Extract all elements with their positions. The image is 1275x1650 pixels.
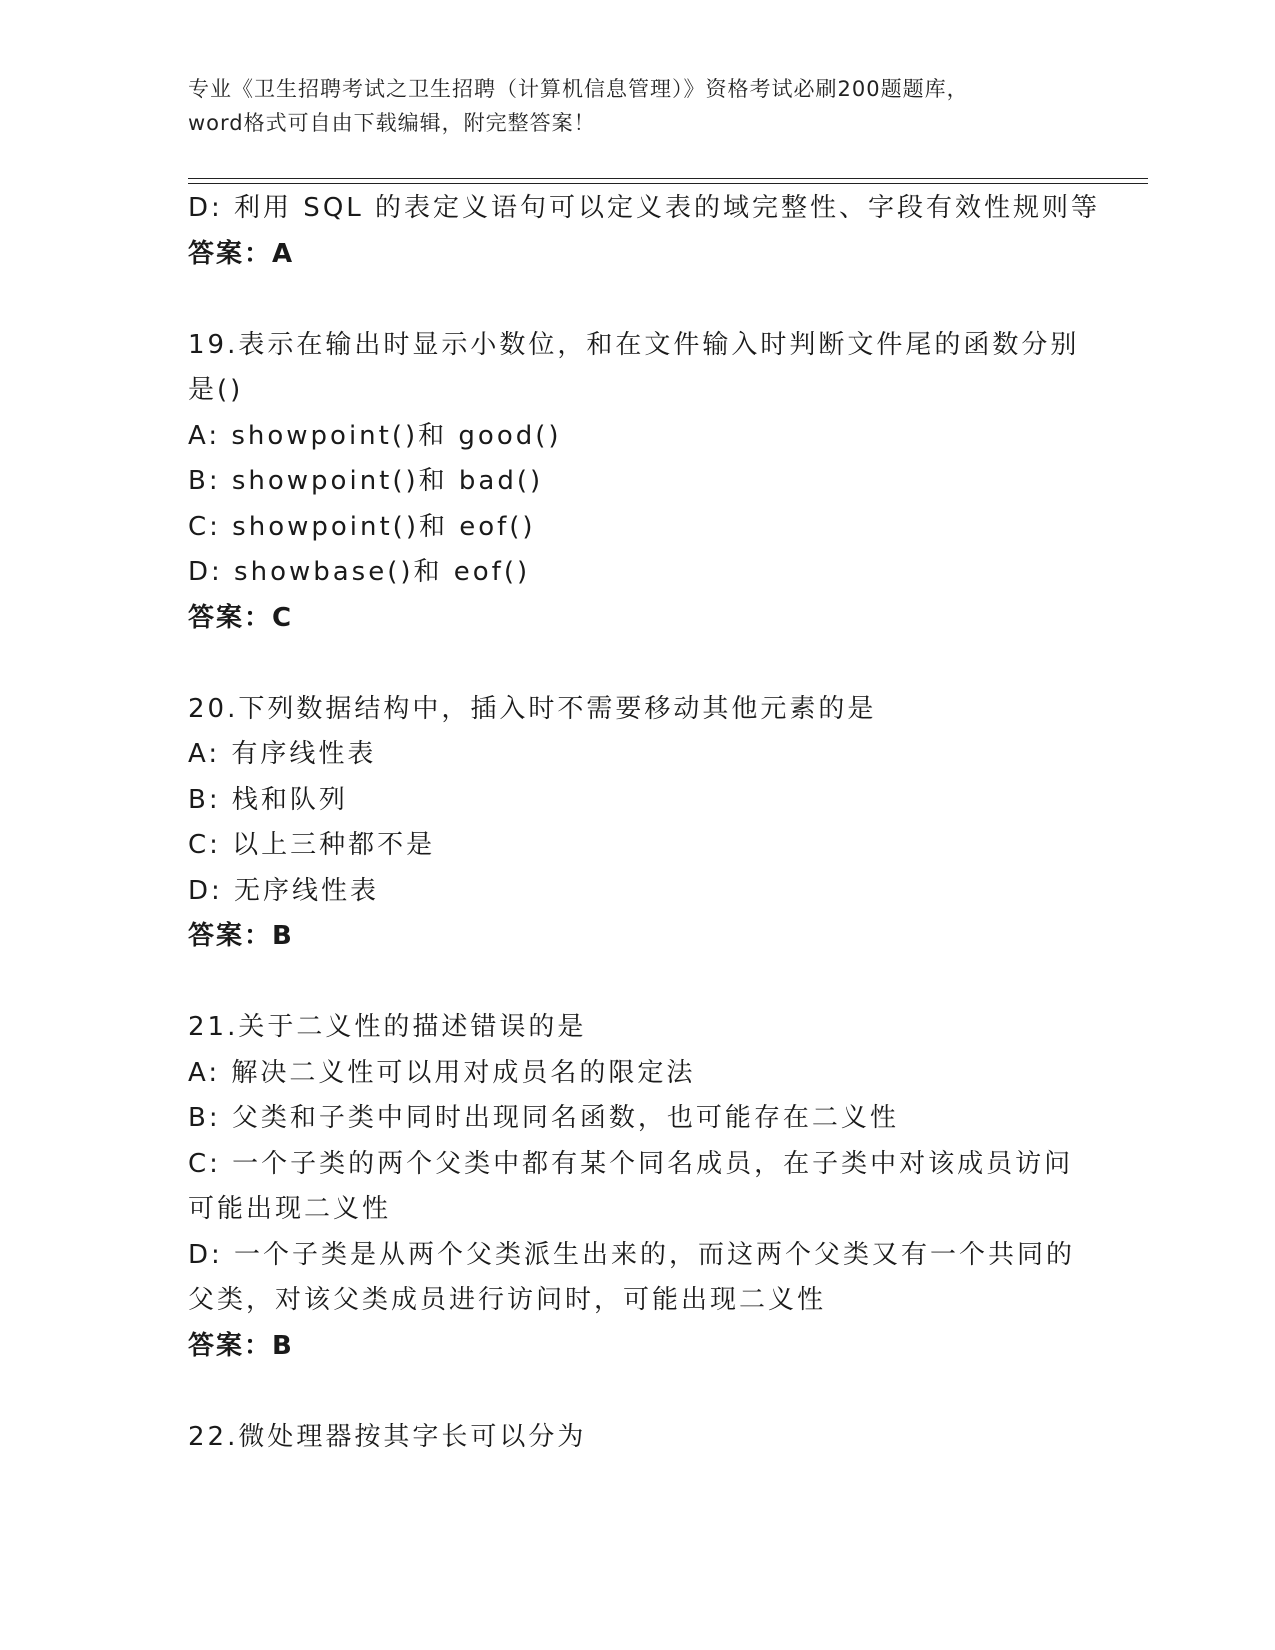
question-20-option-a: A: 有序线性表 xyxy=(188,739,377,769)
question-20-title: 20.下列数据结构中，插入时不需要移动其他元素的是 xyxy=(188,693,877,724)
question-21-option-b: B: 父类和子类中同时出现同名函数，也可能存在二义性 xyxy=(188,1103,899,1133)
question-21-option-c-line-1: C: 一个子类的两个父类中都有某个同名成员，在子类中对该成员访问 xyxy=(188,1148,1074,1179)
question-21-answer: 答案：B xyxy=(188,1330,294,1361)
spacer xyxy=(188,1369,1088,1415)
question-list xyxy=(188,186,1101,1460)
header-title-line-1: 专业《卫生招聘考试之卫生招聘（计算机信息管理）》资格考试必刷200题题库， xyxy=(188,77,969,101)
spacer xyxy=(188,277,1088,323)
question-19-option-a: A: showpoint()和 good() xyxy=(188,420,562,451)
question-21-option-d-line-1: D: 一个子类是从两个父类派生出来的，而这两个父类又有一个共同的 xyxy=(188,1239,1076,1270)
question-20-option-b: B: 栈和队列 xyxy=(188,784,348,815)
question-22-title: 22.微处理器按其字长可以分为 xyxy=(188,1421,587,1452)
question-19-option-d: D: showbase()和 eof() xyxy=(188,557,531,587)
question-19-title-line-1: 19.表示在输出时显示小数位，和在文件输入时判断文件尾的函数分别 xyxy=(188,329,1080,360)
spacer xyxy=(188,960,1088,1006)
question-20-option-c: C: 以上三种都不是 xyxy=(188,830,436,860)
header-divider-top xyxy=(188,178,1148,179)
question-21-option-d-line-2: 父类，对该父类成员进行访问时，可能出现二义性 xyxy=(188,1285,827,1315)
document-header xyxy=(188,72,1088,140)
question-21-option-c-line-2: 可能出现二义性 xyxy=(188,1194,392,1224)
question-19-answer: 答案：C xyxy=(188,602,294,633)
header-divider-bottom xyxy=(188,183,1148,184)
question-21-option-a: A: 解决二义性可以用对成员名的限定法 xyxy=(188,1057,696,1088)
question-19-title-line-2: 是() xyxy=(188,375,244,405)
question-21-title: 21.关于二义性的描述错误的是 xyxy=(188,1012,587,1042)
question-20-option-d: D: 无序线性表 xyxy=(188,875,380,906)
question-19-option-c: C: showpoint()和 eof() xyxy=(188,511,536,542)
spacer xyxy=(188,641,1088,687)
prev-question-option-d: D: 利用 SQL 的表定义语句可以定义表的域完整性、字段有效性规则等 xyxy=(188,193,1101,223)
question-19-option-b: B: showpoint()和 bad() xyxy=(188,466,544,496)
question-20-answer: 答案：B xyxy=(188,921,294,951)
header-title-line-2: word格式可自由下载编辑，附完整答案！ xyxy=(188,111,596,135)
prev-question-answer: 答案：A xyxy=(188,238,295,269)
